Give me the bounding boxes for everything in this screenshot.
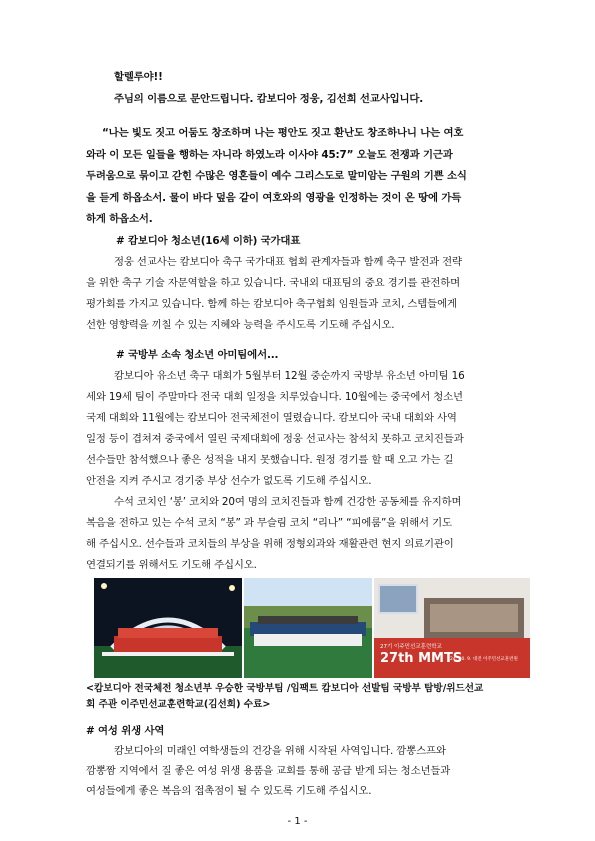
paragraph-line: 정웅 선교사는 캄보디아 축구 국가대표 협회 관계자들과 함께 축구 발전과 전략 [114,256,462,268]
mmts-banner-subtitle: 27기 이주민선교훈련학교 [380,644,442,650]
greeting: 할렐루야!! [114,71,163,83]
paragraph-line: 깜뽕짬 지역에서 질 좋은 여성 위생 용품을 교회를 통해 공급 받게 되는 청소년들과 [86,765,451,777]
paragraph-line: 선수들만 참석했으나 좋은 성적을 내지 못했습니다. 원정 경기를 할 때 오고 가는 길 [86,454,454,466]
section-heading: # 국방부 소속 청소년 아미팀에서... [116,349,279,361]
paragraph-line: 해 주십시오. 선수들과 코치들의 부상을 위해 정형외과와 재활관련 현지 의료기관이 [86,538,454,550]
verse-line: 하게 하옵소서. [86,213,153,225]
paragraph-line: 복음을 전하고 있는 수석 코치 “봉” 과 무슬림 코치 “리나” “피에룸”을 위해서 기도 [86,517,452,529]
paragraph-line: 캄보디아 유소년 축구 대회가 5월부터 12월 중순까지 국방부 유소년 아미팀 16 [114,370,465,382]
verse-line: 와라 이 모든 일들을 행하는 자니라 하였노라 이사야 45:7” 오늘도 전쟁과 기근과 [86,149,453,161]
section-heading: # 캄보디아 청소년(16세 이하) 국가대표 [116,235,301,247]
photo-caption-line: 회 주관 이주민선교훈련학교(김선희) 수료> [86,699,271,710]
paragraph-line: 을 위한 축구 기술 자문역할을 하고 있습니다. 국내외 대표팀의 중요 경기를 관전하며 [86,277,461,289]
paragraph-line: 연결되기를 위해서도 기도해 주십시오. [86,559,257,571]
mmts-graduation-photo [374,578,530,678]
paragraph-line: 안전을 지켜 주시고 경기중 부상 선수가 없도록 기도해 주십시오. [86,475,372,487]
verse-line: 을 듣게 하옵소서. 물이 바다 덮음 같이 여호와의 영광을 인정하는 것이 온 땅에 가득 [86,192,462,204]
paragraph-line: 여성들에게 좋은 복음의 접촉점이 될 수 있도록 기도해 주십시오. [86,785,372,797]
section-heading: # 여성 위생 사역 [86,725,165,737]
paragraph-line: 국제 대회와 11월에는 캄보디아 전국체전이 열렸습니다. 캄보디아 국내 대회와 사역 [86,412,457,424]
paragraph-line: 평가회를 가지고 있습니다. 함께 하는 캄보디아 축구협회 임원들과 코치, 스텝들에게 [86,298,457,310]
paragraph-line: 일정 등이 겹쳐져 중국에서 열린 국제대회에 정웅 선교사는 참석치 못하고 코치진들과 [86,433,464,445]
paragraph-line: 선한 영향력을 끼칠 수 있는 지혜와 능력을 주시도록 기도해 주십시오. [86,319,395,331]
mmts-banner-date: 24. 10. 9. 대전 이주민선교훈련원 [450,657,518,662]
team-photo-field [244,578,372,678]
verse-line: 두려움으로 묶이고 갇힌 수많은 영혼들이 예수 그리스도로 말미암는 구원의 기쁜 소식 [86,170,467,182]
photo-caption-line: <캄보디아 전국체전 청소년부 우승한 국방부팀 /임팩트 캄보디아 선발팀 국방부 탐방/위드선교 [86,683,484,694]
team-photo-night [94,578,242,678]
page-number: - 1 - [287,816,308,827]
paragraph-line: 세와 19세 팀이 주말마다 전국 대회 일정을 치루었습니다. 10월에는 중국에서 청소년 [86,391,463,403]
verse-line: “나는 빛도 짓고 어둠도 창조하며 나는 평안도 짓고 환난도 창조하나니 나는 여호 [102,127,464,139]
team-photo-night-illustration [94,578,242,678]
photo-strip [94,578,530,678]
mmts-banner-title: 27th MMTS [380,651,463,666]
paragraph-line: 캄보디아의 미래인 여학생들의 건강을 위해 시작된 사역입니다. 깜뽕스프와 [114,745,446,757]
intro-line: 주님의 이름으로 문안드립니다. 캄보디아 정웅, 김선희 선교사입니다. [114,93,424,105]
paragraph-line: 수석 코치인 ‘봉’ 코치와 20여 명의 코치진들과 함께 건강한 공동체를 유지하며 [114,496,462,508]
team-photo-field-illustration [244,578,372,678]
